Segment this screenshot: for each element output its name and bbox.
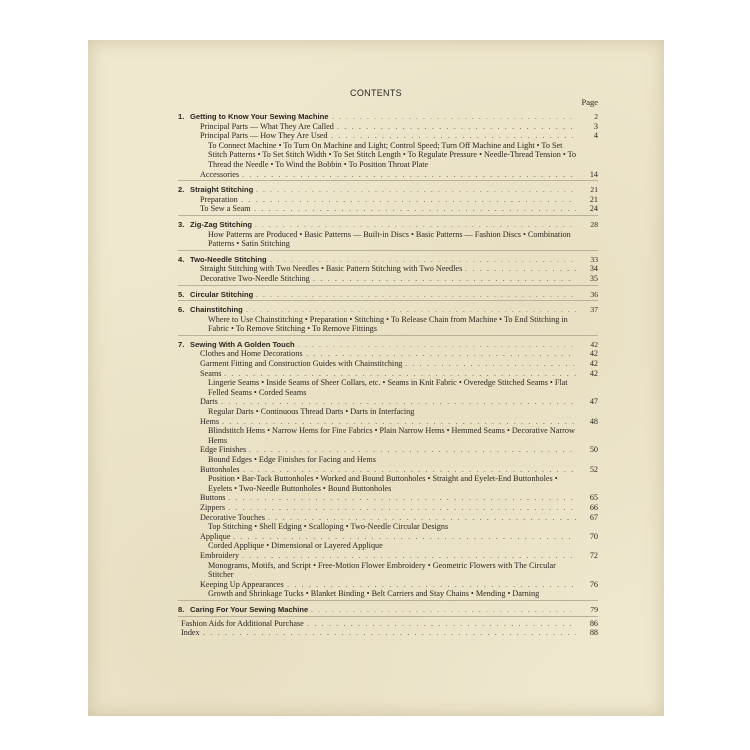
toc-entry: [178, 445, 598, 455]
toc-entry: [178, 532, 598, 542]
toc-entry-text: Preparation: [200, 194, 238, 204]
toc-entry-page: 70: [589, 531, 598, 541]
section-heading-page: 33: [590, 254, 598, 264]
section-divider: [178, 600, 598, 601]
entry-description: Top Stitching • Shell Edging • Scalloping • Two-Needle Circular Designs: [208, 522, 449, 532]
entry-description: Monograms, Motifs, and Script • Free-Motion Flower Embroidery • Geometric Flowers with The Circular Stitcher: [208, 560, 556, 580]
section-number: 1.: [178, 112, 185, 121]
toc-entry-text: Darts: [200, 397, 218, 407]
toc-entry-text: Buttonholes: [200, 464, 240, 474]
section-heading-page: 42: [590, 339, 598, 349]
toc-extra-text: Fashion Aids for Additional Purchase: [181, 618, 304, 628]
toc-entry-page: 67: [589, 512, 598, 522]
toc-entry: [178, 580, 598, 590]
section-heading-text: Straight Stitching: [190, 185, 254, 195]
toc-entry: [178, 359, 598, 369]
section-heading-page: 21: [590, 185, 598, 195]
dot-leader: [287, 580, 576, 590]
toc-extra-text: Index: [181, 628, 200, 638]
toc-entry-page: 35: [589, 273, 598, 283]
section-number: 4.: [178, 254, 185, 264]
section-heading: [178, 185, 598, 195]
entry-description: Regular Darts • Continuous Thread Darts • Darts in Interfacing: [208, 407, 415, 417]
dot-leader: [242, 170, 576, 180]
dot-leader: [228, 503, 576, 513]
toc-entry-page: 42: [589, 349, 598, 359]
dot-leader: [256, 290, 576, 300]
dot-leader: [405, 359, 576, 369]
toc-entry: [178, 264, 598, 274]
section-heading-page: 37: [590, 305, 598, 315]
section-number: 3.: [178, 219, 185, 229]
section-heading: [178, 290, 598, 300]
toc-entry-page: 65: [589, 493, 598, 503]
toc-entry-text: Hems: [200, 416, 220, 426]
dot-leader: [311, 605, 576, 615]
section-heading-page: 36: [590, 289, 598, 299]
section-divider: [178, 335, 598, 336]
dot-leader: [331, 131, 576, 141]
entry-description: Lingerie Seams • Inside Seams of Sheer Collars, etc. • Seams in Knit Fabric • Overedge Stitched Seams • Flat Felled Seams • Corded Seams: [208, 378, 568, 397]
toc-entry-page: 24: [589, 204, 598, 214]
toc-entry: [178, 131, 598, 141]
toc-entry-page: 48: [589, 416, 598, 426]
toc-entry-text: Clothes and Home Decorations: [200, 349, 303, 359]
toc-extra: [178, 619, 598, 629]
dot-leader: [242, 551, 576, 561]
section-divider: [178, 250, 598, 251]
dot-leader: [298, 340, 576, 350]
toc-entry-page: 21: [589, 194, 598, 204]
dot-leader: [307, 619, 576, 629]
section-heading: [178, 305, 598, 315]
page-column-header: Page: [581, 97, 598, 107]
toc-entry-page: 72: [589, 550, 598, 560]
dot-leader: [228, 493, 576, 503]
toc-entry-text: Embroidery: [200, 550, 240, 560]
toc-entry: [178, 551, 598, 561]
section-divider: [178, 300, 598, 301]
dot-leader: [337, 122, 576, 132]
entry-description: To Connect Machine • To Turn On Machine and Light; Control Speed; Turn Off Machine and Light • To Set Stitch Patterns • To Set Stitch Width • To Set Stitch Length • To Regulate Pressure • Needle-Thread Tension • To Thread the Needle • To Wind the Bobbin • To Position Throat Plate: [208, 140, 577, 169]
toc-entry-page: 34: [589, 264, 598, 274]
contents-page: [88, 40, 664, 716]
page-title: CONTENTS: [350, 88, 402, 98]
toc-entry-text: Edge Finishes: [200, 445, 247, 455]
toc-entry-text: Straight Stitching with Two Needles • Basic Pattern Stitching with Two Needles: [200, 264, 463, 274]
toc-extra-page: 86: [589, 618, 598, 628]
toc-entry-text: Keeping Up Appearances: [200, 579, 284, 589]
toc-entry: [178, 195, 598, 205]
toc-extra: [178, 628, 598, 638]
dot-leader: [221, 397, 576, 407]
toc-entry-page: 47: [589, 397, 598, 407]
toc-entry: [178, 122, 598, 132]
toc-entry-text: Accessories: [200, 169, 240, 179]
section-divider: [178, 616, 598, 617]
dot-leader: [241, 195, 576, 205]
dot-leader: [465, 264, 576, 274]
toc-entry-page: 66: [589, 502, 598, 512]
dot-leader: [256, 185, 576, 195]
toc-entry: [178, 349, 598, 359]
dot-leader: [270, 255, 576, 265]
toc-entry-page: 42: [589, 368, 598, 378]
dot-leader: [224, 369, 576, 379]
toc-entry-text: Zippers: [200, 502, 226, 512]
section-number: 2.: [178, 185, 185, 195]
entry-description: Where to Use Chainstitching • Preparation • Stitching • To Release Chain from Machine • To End Stitching in Fabric • To Remove Stitching • To Remove Fittings: [208, 314, 568, 334]
toc-entry: [178, 417, 598, 427]
dot-leader: [243, 465, 576, 475]
toc-entry: [178, 204, 598, 214]
entry-description: Blindstitch Hems • Narrow Hems for Fine Fabrics • Plain Narrow Hems • Hemmed Seams • Decorative Narrow Hems: [208, 426, 575, 445]
table-of-contents: [178, 108, 598, 638]
toc-entry-text: Applique: [200, 531, 231, 541]
toc-entry-text: Seams: [200, 368, 222, 378]
dot-leader: [254, 204, 576, 214]
toc-entry: [178, 513, 598, 523]
toc-entry-page: 4: [593, 131, 598, 141]
toc-entry-page: 42: [589, 359, 598, 369]
toc-entry-page: 52: [589, 464, 598, 474]
dot-leader: [246, 305, 576, 315]
entry-description: Bound Edges • Edge Finishes for Facing and Hems: [208, 455, 376, 464]
section-heading: [178, 220, 598, 230]
section-number: 7.: [178, 339, 185, 349]
dot-leader: [268, 513, 576, 523]
section-divider: [178, 215, 598, 216]
section-heading-text: Chainstitching: [190, 305, 243, 315]
section-heading: [178, 605, 598, 615]
section-heading: [178, 112, 598, 122]
toc-extra-page: 88: [589, 628, 598, 638]
section-heading-page: 28: [590, 219, 598, 229]
section-heading-page: 2: [594, 112, 598, 121]
toc-entry-page: 3: [593, 121, 598, 131]
section-heading: [178, 340, 598, 350]
section-number: 5.: [178, 289, 185, 299]
entry-description: Position • Bar-Tack Buttonholes • Worked and Bound Buttonholes • Straight and Eyelet-End Buttonholes • Eyelets • Two-Needle Buttonholes • Bound Buttonholes: [208, 474, 558, 493]
section-number: 6.: [178, 305, 185, 315]
dot-leader: [203, 628, 576, 638]
section-heading-text: Two-Needle Stitching: [190, 254, 267, 264]
toc-entry-text: Principal Parts — How They Are Used: [200, 131, 328, 141]
dot-leader: [255, 220, 576, 230]
dot-leader: [332, 112, 576, 122]
section-heading-text: Getting to Know Your Sewing Machine: [190, 112, 329, 121]
entry-description: Corded Applique • Dimensional or Layered Applique: [208, 541, 383, 551]
section-heading-text: Sewing With A Golden Touch: [190, 339, 295, 349]
toc-entry-text: To Sew a Seam: [200, 204, 251, 214]
toc-entry-text: Decorative Two-Needle Stitching: [200, 273, 310, 283]
dot-leader: [306, 349, 576, 359]
section-divider: [178, 285, 598, 286]
toc-entry-text: Buttons: [200, 493, 226, 503]
entry-description: Growth and Shrinkage Tucks • Blanket Binding • Belt Carriers and Stay Chains • Mending • Darning: [208, 589, 540, 599]
section-divider: [178, 180, 598, 181]
toc-entry: [178, 493, 598, 503]
dot-leader: [233, 532, 576, 542]
toc-entry: [178, 465, 598, 475]
toc-entry-page: 50: [589, 445, 598, 455]
section-number: 8.: [178, 604, 185, 614]
section-heading-text: Caring For Your Sewing Machine: [190, 604, 309, 614]
section-heading: [178, 255, 598, 265]
toc-entry: [178, 274, 598, 284]
dot-leader: [222, 417, 576, 427]
section-heading-text: Circular Stitching: [190, 289, 254, 299]
toc-entry: [178, 503, 598, 513]
toc-entry-text: Garment Fitting and Construction Guides with Chainstitching: [200, 359, 403, 369]
toc-entry: [178, 397, 598, 407]
toc-entry-text: Decorative Touches: [200, 512, 265, 522]
section-heading-page: 79: [590, 604, 598, 614]
toc-entry-page: 76: [589, 579, 598, 589]
dot-leader: [249, 445, 576, 455]
dot-leader: [313, 274, 576, 284]
toc-entry-page: 14: [589, 169, 598, 179]
toc-entry-text: Principal Parts — What They Are Called: [200, 121, 334, 131]
toc-entry: [178, 369, 598, 379]
section-heading-text: Zig-Zag Stitching: [190, 219, 253, 229]
entry-description: How Patterns are Produced • Basic Patterns — Built-in Discs • Basic Patterns — Fashion Discs • Combination Patterns • Satin Stitching: [208, 229, 571, 249]
toc-entry: [178, 170, 598, 180]
